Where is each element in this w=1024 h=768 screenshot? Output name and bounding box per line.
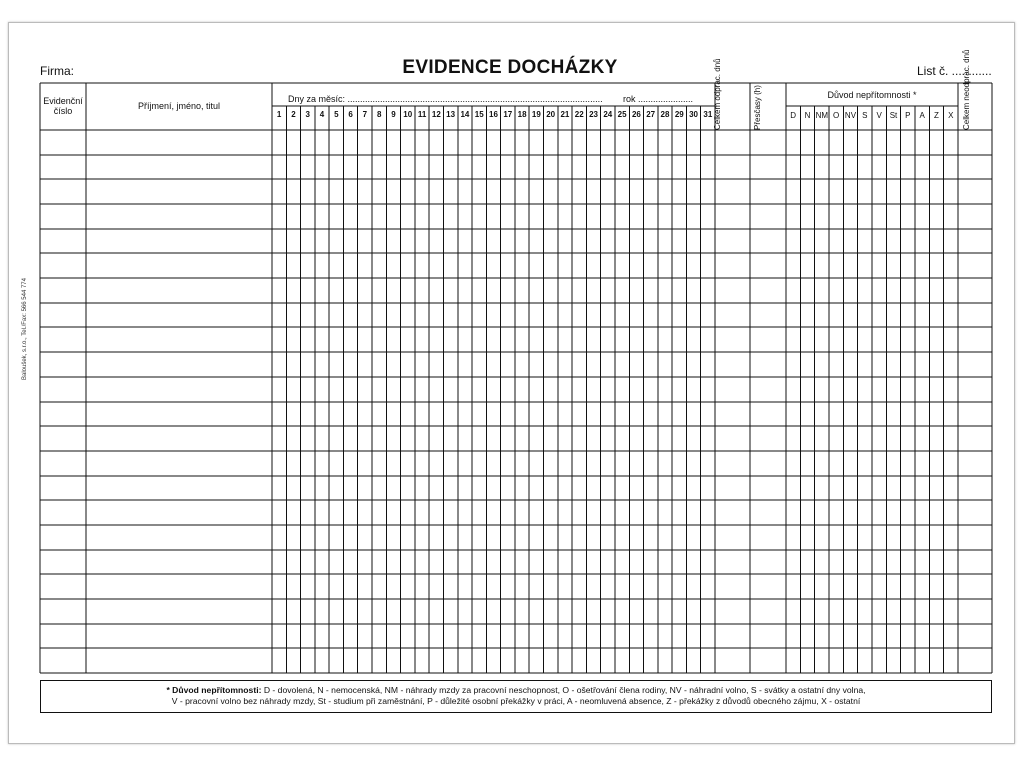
day-number: 8: [376, 110, 382, 119]
day-number: 21: [560, 110, 570, 119]
day-number: 9: [391, 110, 396, 119]
col-header-not-worked: Celkem neodprac. dnů: [962, 49, 971, 130]
day-number: 25: [617, 110, 627, 119]
day-number: 11: [417, 110, 427, 119]
day-number: 7: [362, 110, 368, 119]
absence-code: O: [833, 111, 840, 120]
footnote-line-2: V - pracovní volno bez náhrady mzdy, St - studium při zaměstnání, P - důležité osobní překážky v práci, A - neomluvená absence, Z - překážky z důvodů obecného zájmu, X - ostatní: [171, 696, 861, 706]
day-number: 17: [503, 110, 513, 119]
footnote-line-1: * Důvod nepřítomnosti: D - dovolená, N - nemocenská, NM - náhrady mzdy za pracovní neschopnost, O - ošetřování člena rodiny, NV - náhradní volno, S - svátky a ostatní dny volna,: [166, 685, 866, 695]
day-number: 30: [689, 110, 699, 119]
day-number: 16: [489, 110, 498, 119]
day-number: 18: [517, 110, 527, 119]
day-number: 1: [276, 110, 282, 119]
form-title: EVIDENCE DOCHÁZKY: [402, 57, 618, 78]
day-number: 27: [646, 110, 656, 119]
absence-code: NV: [844, 111, 857, 120]
col-header-evid: Evidenční číslo: [43, 96, 83, 116]
day-number: 5: [334, 110, 339, 119]
absence-code: S: [862, 111, 868, 120]
day-number: 22: [574, 110, 584, 119]
col-header-name: Příjmení, jméno, titul: [137, 101, 221, 111]
day-number: 15: [474, 110, 484, 119]
day-number: 6: [348, 110, 353, 119]
day-number: 24: [603, 110, 613, 119]
day-number: 3: [305, 110, 310, 119]
day-number: 19: [531, 110, 541, 119]
publisher-side-text: Baloušek, s.r.o., Tel./Fax: 566 544 774: [22, 278, 28, 380]
day-number: 2: [291, 110, 296, 119]
day-number: 4: [319, 110, 325, 119]
absence-code: D: [790, 111, 797, 120]
day-number: 13: [446, 110, 456, 119]
year-label: rok ......................: [623, 94, 694, 104]
absence-code: X: [948, 111, 954, 120]
col-header-worked: Celkem odprac. dnů: [713, 58, 722, 130]
firm-label: Firma:: [40, 64, 74, 78]
absence-code: A: [919, 111, 925, 120]
absence-code: V: [876, 111, 882, 120]
absence-code: NM: [815, 111, 829, 120]
absence-code: P: [905, 111, 911, 120]
absence-code: Z: [934, 111, 939, 120]
day-number: 10: [403, 110, 413, 119]
col-header-overtime: Přesčasy (h): [753, 85, 762, 130]
day-number: 12: [431, 110, 441, 119]
day-number: 28: [660, 110, 670, 119]
day-number: 26: [631, 110, 641, 119]
absence-code: St: [889, 111, 898, 120]
sheet-number-label: List č. ............: [917, 64, 992, 78]
absence-footnote: [40, 680, 992, 713]
day-number: 23: [589, 110, 598, 119]
day-number: 29: [674, 110, 684, 119]
day-number: 14: [460, 110, 470, 119]
absence-code: N: [804, 111, 811, 120]
absence-title: Důvod nepřítomnosti *: [827, 90, 917, 100]
day-number: 31: [703, 110, 713, 119]
days-month-label: Dny za měsíc: ......................................................................................................: [288, 94, 603, 104]
day-number: 20: [546, 110, 556, 119]
